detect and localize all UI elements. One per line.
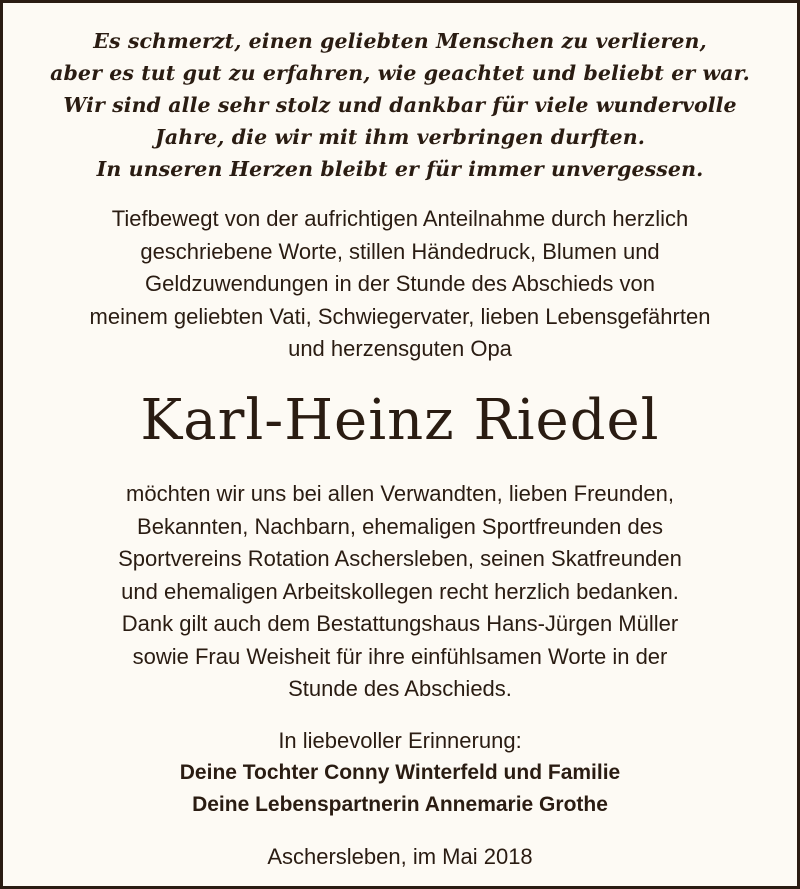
thanks-intro-line: meinem geliebten Vati, Schwiegervater, lieben Lebensgefährten [89, 303, 711, 329]
thanks-intro-line: Tiefbewegt von der aufrichtigen Anteilnahme durch herzlich [111, 206, 689, 231]
signature-partner: Deine Lebenspartnerin Annemarie Grothe [192, 793, 608, 816]
thanks-body-line: Stunde des Abschieds. [288, 676, 512, 701]
poem-line: Wir sind alle sehr stolz und dankbar für viele wundervolle [63, 93, 737, 117]
thanks-body-line: und ehemaligen Arbeitskollegen recht herzlich bedanken. [121, 578, 679, 604]
poem-line: Es schmerzt, einen geliebten Menschen zu verlieren, [93, 29, 707, 53]
thanks-intro [3, 203, 797, 366]
memory-heading: In liebevoller Erinnerung: [278, 728, 522, 753]
thanks-body-line: sowie Frau Weisheit für ihre einfühlsamen Worte in der [132, 643, 668, 669]
signature-daughter: Deine Tochter Conny Winterfeld und Familie [179, 761, 621, 784]
poem-line: In unseren Herzen bleibt er für immer unvergessen. [96, 157, 704, 181]
memory-block [3, 725, 797, 821]
thanks-body-line: Bekannten, Nachbarn, ehemaligen Sportfreunden des [137, 513, 663, 539]
memorial-poem [3, 25, 797, 185]
thanks-intro-line: geschriebene Worte, stillen Händedruck, Blumen und [140, 238, 660, 264]
thanks-body [3, 478, 797, 706]
poem-line: Jahre, die wir mit ihm verbringen durften. [155, 125, 645, 149]
thanks-intro-line: und herzensguten Opa [288, 336, 512, 361]
thanks-intro-line: Geldzuwendungen in der Stunde des Abschieds von [144, 271, 656, 296]
thanks-body-line: möchten wir uns bei allen Verwandten, lieben Freunden, [126, 481, 674, 506]
thanks-body-line: Dank gilt auch dem Bestattungshaus Hans-Jürgen Müller [121, 611, 679, 636]
thanks-body-line: Sportvereins Rotation Aschersleben, seinen Skatfreunden [118, 546, 682, 571]
place-date: Aschersleben, im Mai 2018 [267, 844, 533, 869]
poem-line: aber es tut gut zu erfahren, wie geachtet und beliebt er war. [50, 61, 750, 85]
deceased-name: Karl-Heinz Riedel [140, 388, 660, 453]
